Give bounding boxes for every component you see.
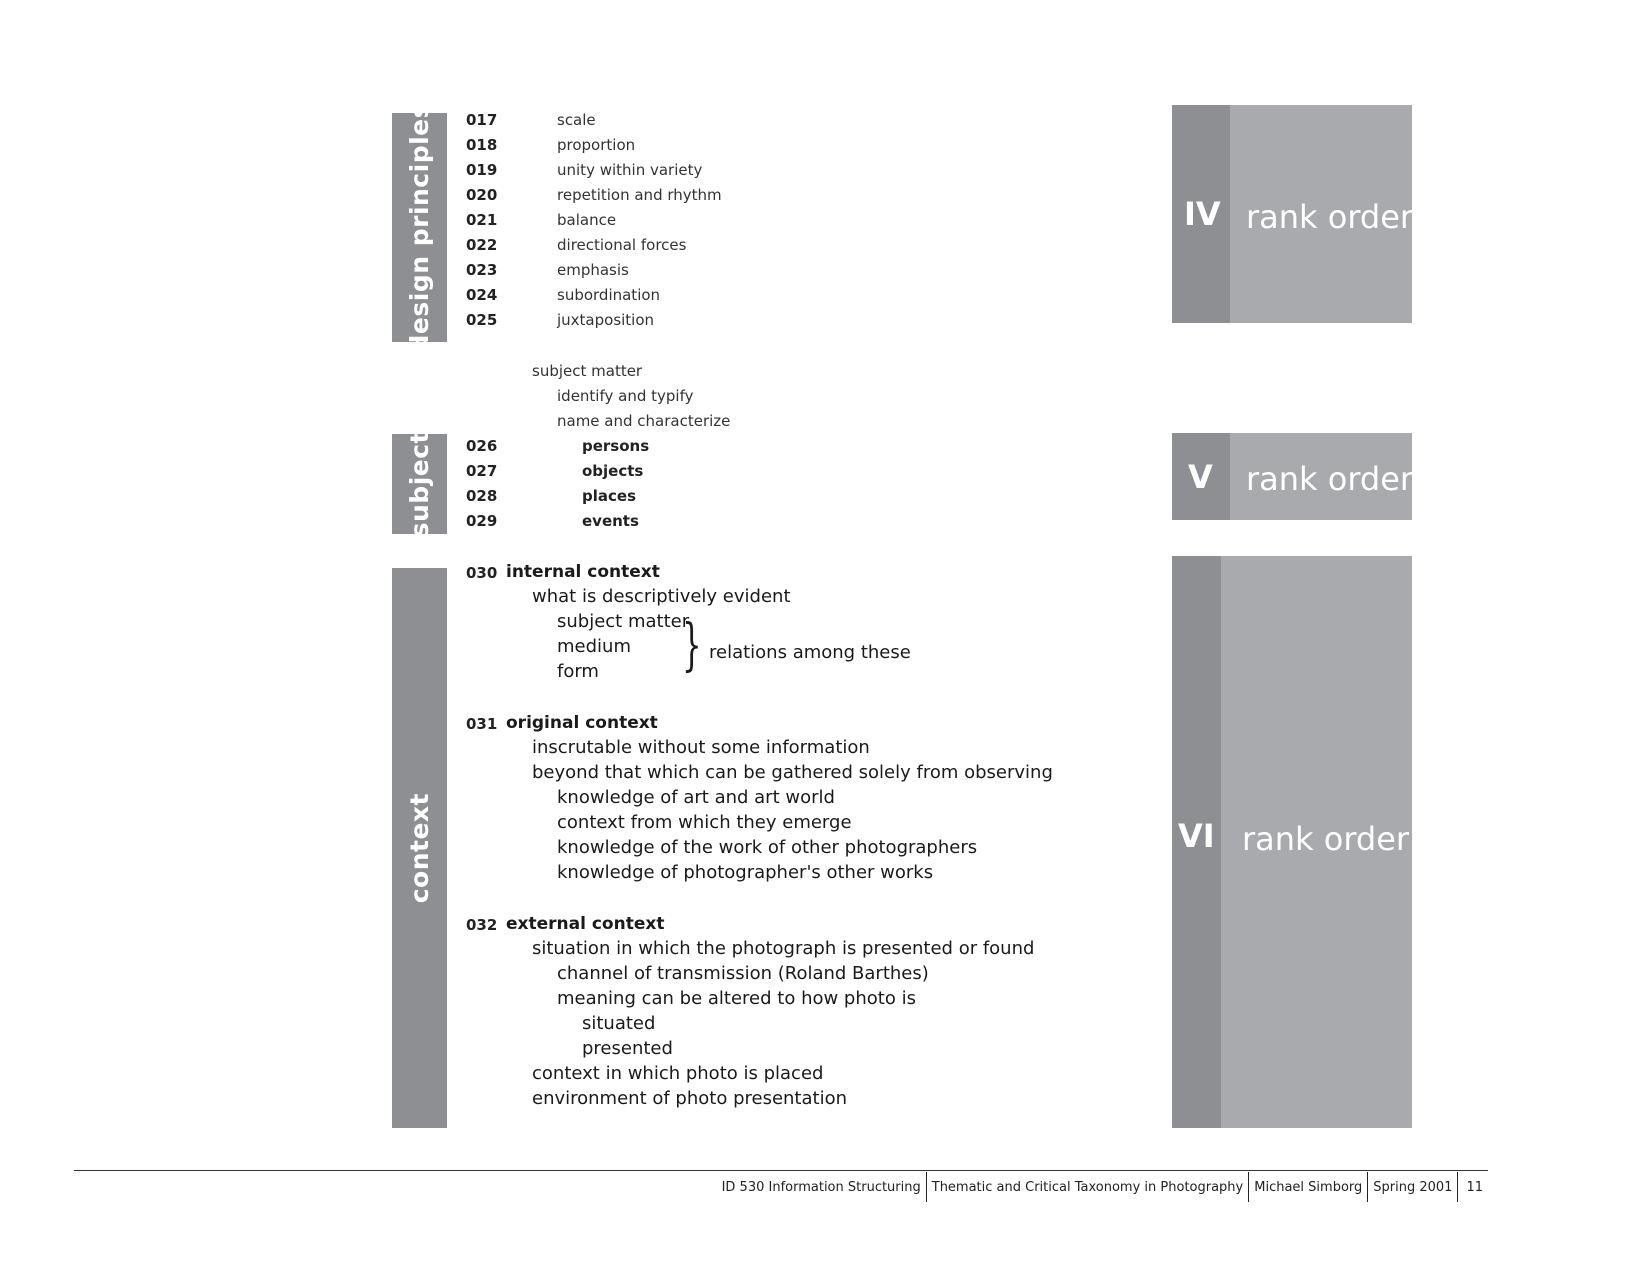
item-label: places: [582, 487, 636, 505]
item-label: repetition and rhythm: [557, 186, 722, 204]
tab-design-principles: [392, 102, 447, 353]
context-item: knowledge of art and art world: [557, 787, 835, 808]
context-line: situation in which the photograph is presented or found: [532, 938, 1035, 959]
rank-box-v: [1172, 433, 1412, 520]
item-label: balance: [557, 211, 617, 229]
context-title: internal context: [506, 562, 660, 582]
item-label: subordination: [557, 286, 661, 304]
context-item: subject matter: [557, 611, 690, 632]
context-item: context from which they emerge: [557, 812, 852, 833]
item-number: 027: [466, 462, 498, 480]
item-label: scale: [557, 111, 596, 129]
rank-label: rank order: [1246, 198, 1414, 236]
item-number: 022: [466, 236, 498, 254]
item-label: directional forces: [557, 236, 687, 254]
context-number: 031: [466, 715, 498, 733]
context-line: environment of photo presentation: [532, 1088, 847, 1109]
footer: [717, 1172, 1488, 1202]
item-label: unity within variety: [557, 161, 703, 179]
context-item: channel of transmission (Roland Barthes): [557, 963, 929, 984]
item-label: proportion: [557, 136, 636, 154]
context-item: form: [557, 661, 599, 682]
context-item: meaning can be altered to how photo is: [557, 988, 916, 1009]
subject-sub1: identify and typify: [557, 387, 694, 405]
rank-roman: IV: [1184, 195, 1221, 233]
item-number: 023: [466, 261, 498, 279]
item-number: 021: [466, 211, 498, 229]
context-line: beyond that which can be gathered solely from observing: [532, 762, 1053, 783]
item-number: 017: [466, 111, 498, 129]
context-item: knowledge of photographer's other works: [557, 862, 934, 883]
footer-term: Spring 2001: [1367, 1172, 1457, 1202]
item-number: 026: [466, 437, 498, 455]
brace-icon: }: [682, 613, 702, 678]
context-number: 030: [466, 564, 498, 582]
item-number: 028: [466, 487, 498, 505]
context-line: context in which photo is placed: [532, 1063, 824, 1084]
rank-roman: V: [1188, 458, 1213, 496]
brace-note: relations among these: [709, 642, 911, 663]
context-title: original context: [506, 713, 658, 733]
subject-heading: subject matter: [532, 362, 643, 380]
item-number: 019: [466, 161, 498, 179]
subject-sub2: name and characterize: [557, 412, 731, 430]
context-subitem: situated: [582, 1013, 656, 1034]
context-line: what is descriptively evident: [532, 586, 791, 607]
item-number: 018: [466, 136, 498, 154]
footer-rule: [74, 1170, 1488, 1171]
rank-box-vi: [1172, 556, 1412, 1128]
tab-context: [392, 568, 447, 1128]
item-label: emphasis: [557, 261, 629, 279]
rank-label: rank order: [1242, 820, 1410, 858]
item-number: 029: [466, 512, 498, 530]
footer-page-number: 11: [1457, 1172, 1488, 1202]
context-number: 032: [466, 916, 498, 934]
rank-box-iv: [1172, 105, 1412, 323]
tab-subject: [392, 430, 447, 538]
item-label: juxtaposition: [557, 311, 655, 329]
context-item: knowledge of the work of other photographers: [557, 837, 978, 858]
context-title: external context: [506, 914, 665, 934]
item-number: 024: [466, 286, 498, 304]
tab-subject-label: subject: [405, 430, 434, 538]
context-item: medium: [557, 636, 631, 657]
tab-design-principles-label: design principles: [405, 102, 434, 353]
tab-context-label: context: [405, 792, 434, 904]
item-label: events: [582, 512, 639, 530]
item-number: 025: [466, 311, 498, 329]
rank-label: rank order: [1246, 460, 1414, 498]
context-line: inscrutable without some information: [532, 737, 870, 758]
footer-author: Michael Simborg: [1248, 1172, 1367, 1202]
rank-roman: VI: [1178, 817, 1215, 855]
footer-course: ID 530 Information Structuring: [721, 1179, 921, 1195]
item-label: persons: [582, 437, 650, 455]
context-subitem: presented: [582, 1038, 673, 1059]
item-label: objects: [582, 462, 644, 480]
item-number: 020: [466, 186, 498, 204]
footer-title: Thematic and Critical Taxonomy in Photography: [926, 1172, 1249, 1202]
